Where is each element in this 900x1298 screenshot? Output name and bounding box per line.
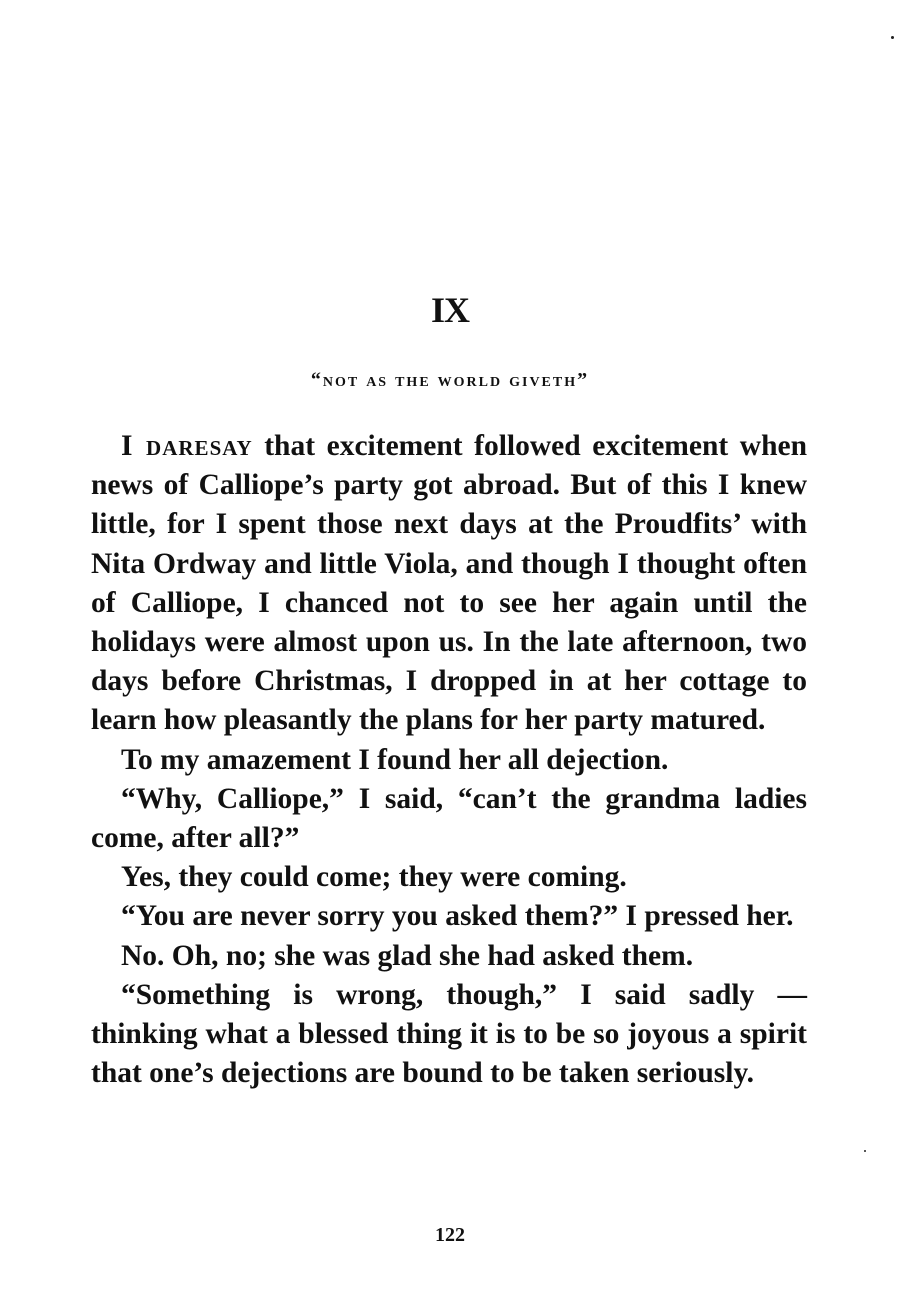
chapter-title: “not as the world giveth”: [310, 369, 590, 391]
print-speck: [864, 1150, 866, 1152]
paragraph-4: Yes, they could come; they were coming.: [121, 861, 627, 894]
paragraph-1: [91, 427, 807, 741]
paragraph-2: To my amazement I found her all dejection.: [121, 743, 669, 776]
chapter-body: [91, 427, 807, 1093]
page-number: 122: [435, 1224, 465, 1246]
paragraph-5: “You are never sorry you asked them?” I pressed her.: [121, 900, 794, 933]
opening-words: I daresay: [121, 430, 253, 462]
paragraph-1-text: that excitement followed excitement when news of Calliope’s party got abroad. But of this I knew little, for I spent those next days at the Proudfits’ with Nita Ordway and little Viola, and though I thought often of Calliope, I chanced not to see her again until the holidays were almost upon us. In the late afternoon, two days before Christmas, I dropped in at her cottage to learn how pleasantly the plans for her party matured.: [91, 430, 807, 737]
print-speck: [891, 36, 894, 39]
paragraph-7: “Something is wrong, though,” I said sadly — thinking what a blessed thing it is to be so joyous a spirit that one’s dejections are bound to be taken seriously.: [91, 978, 807, 1090]
paragraph-3: “Why, Calliope,” I said, “can’t the grandma ladies come, after all?”: [91, 782, 807, 855]
chapter-number: IX: [430, 290, 469, 330]
paragraph-6: No. Oh, no; she was glad she had asked them.: [121, 939, 694, 972]
